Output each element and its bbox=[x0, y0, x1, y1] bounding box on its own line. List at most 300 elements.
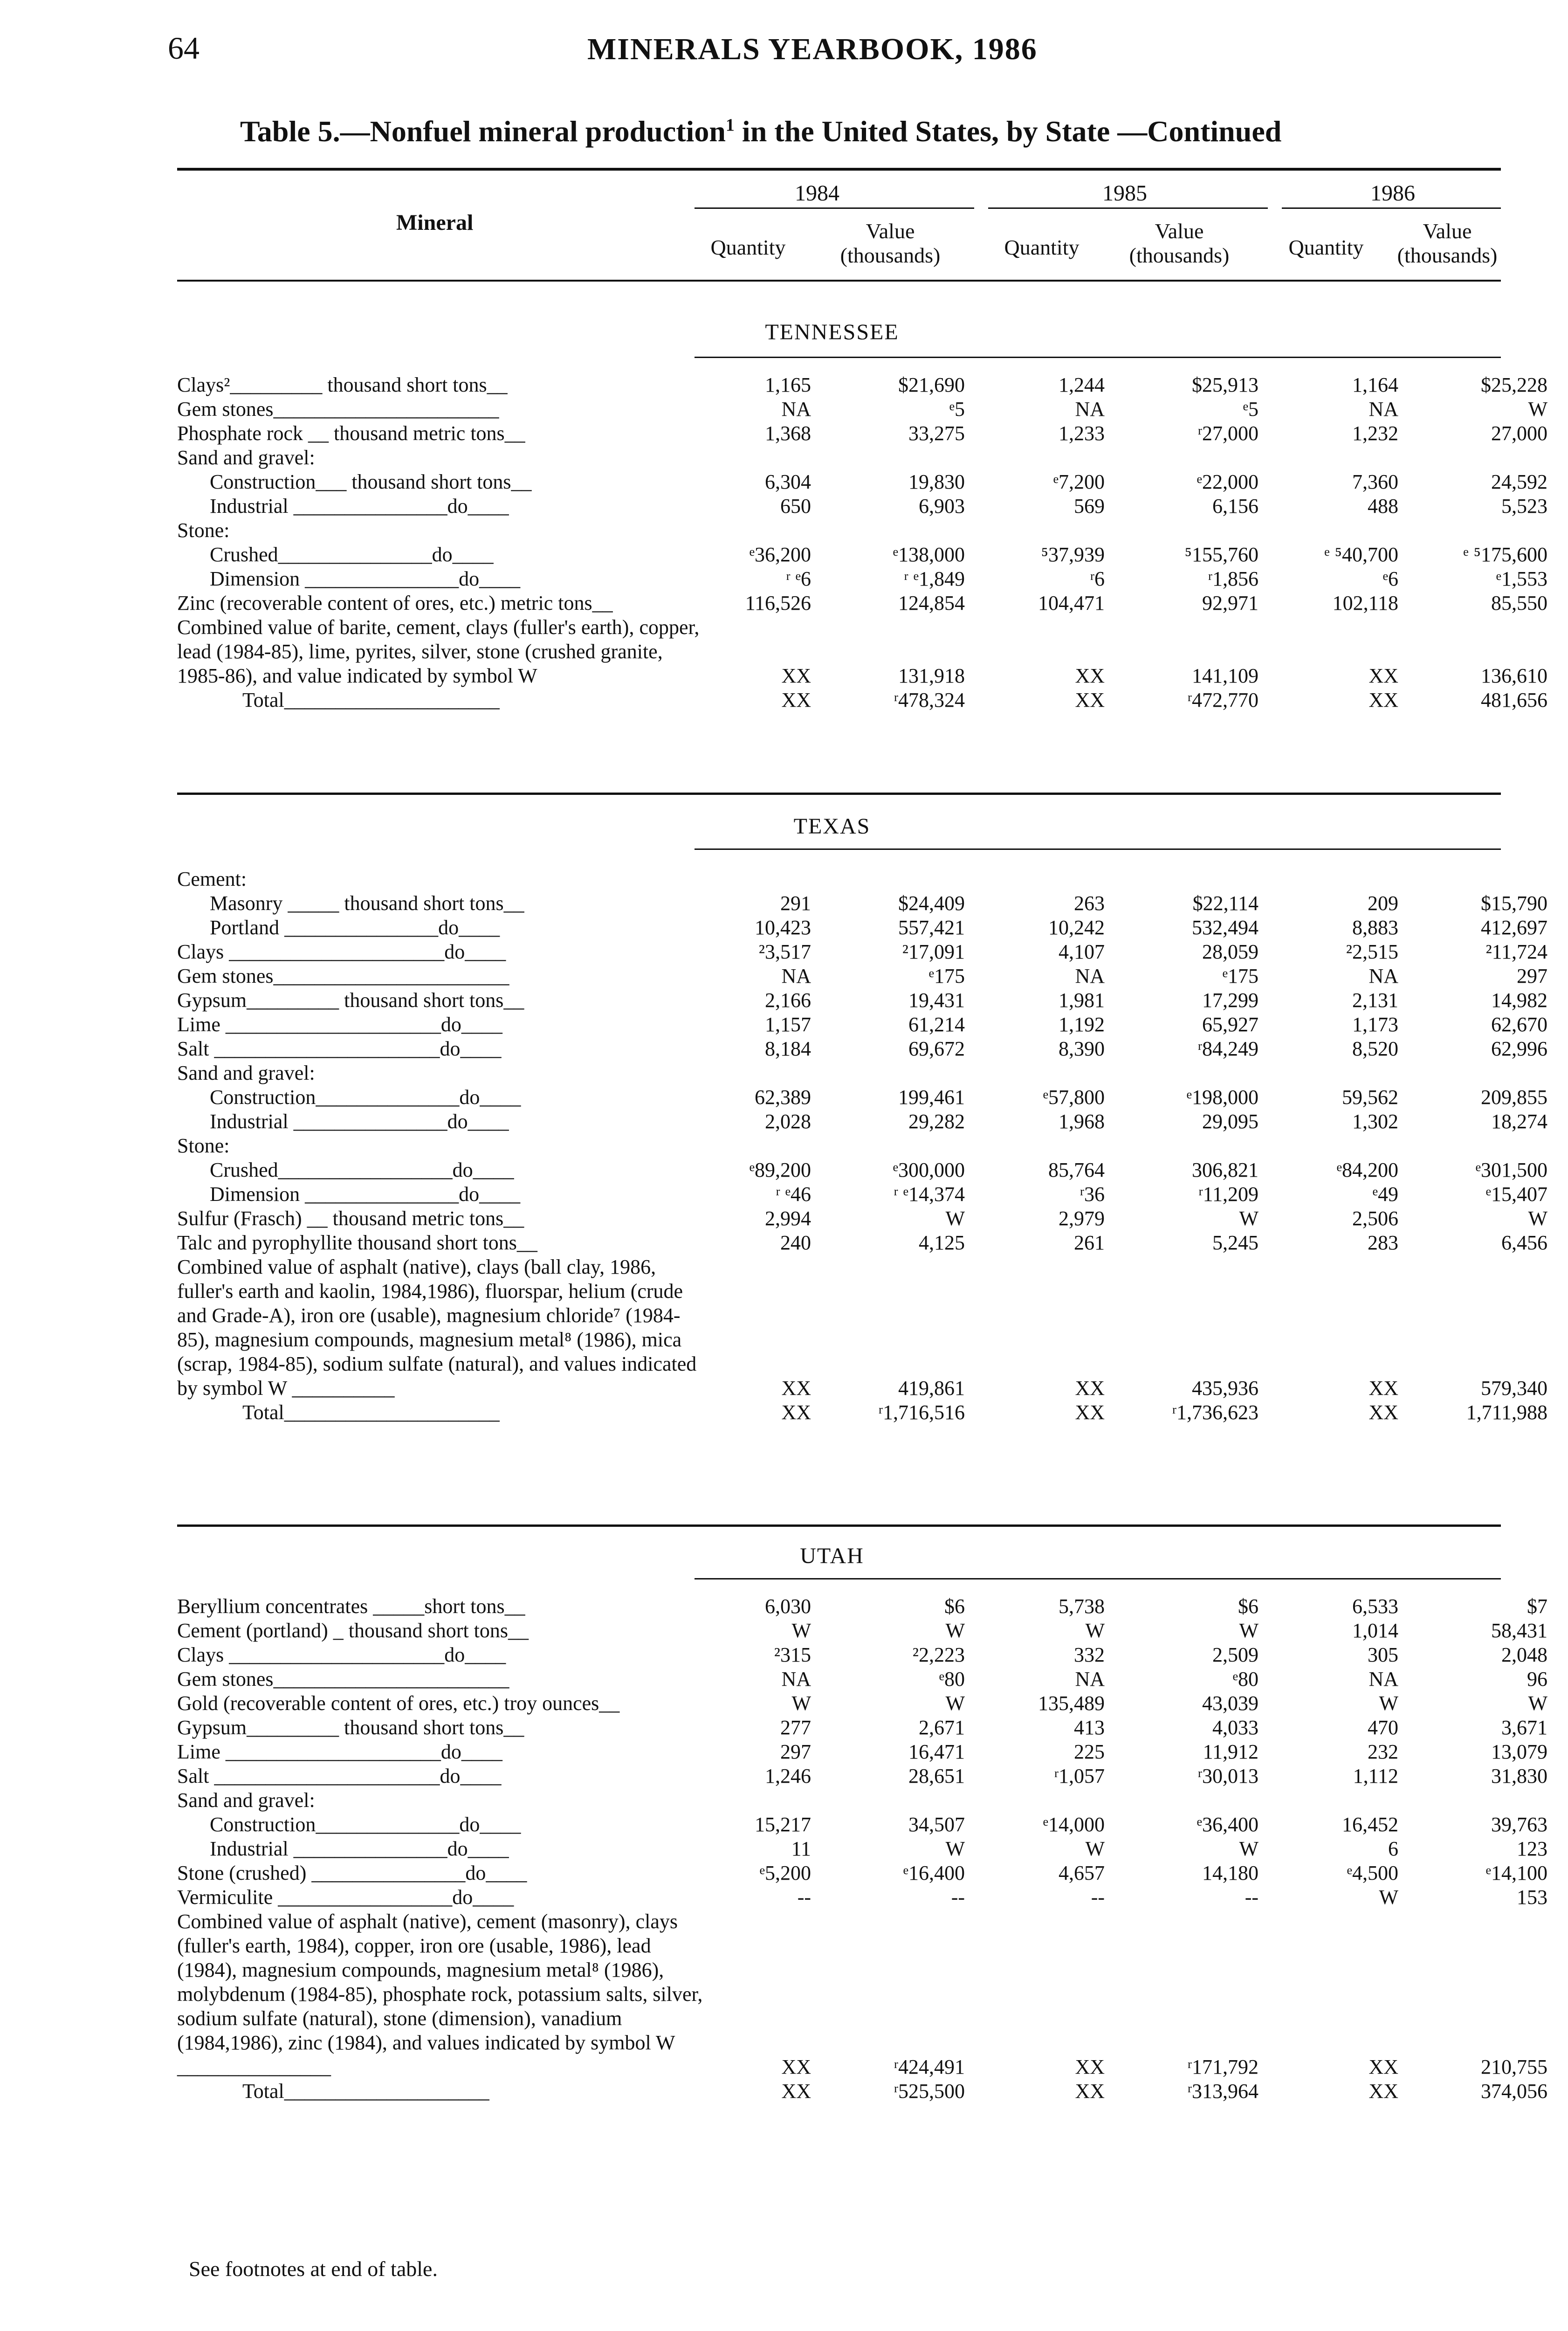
table-row bbox=[177, 591, 1547, 615]
year-1986-header: 1986 bbox=[1370, 181, 1415, 206]
utah-table bbox=[177, 1594, 1547, 2103]
value-cell: ᵉ22,000 bbox=[1197, 470, 1259, 493]
table-row bbox=[177, 397, 1547, 421]
value-cell: ʳ171,792 bbox=[1187, 2055, 1259, 2078]
mineral-label: Combined value of asphalt (native), clays (ball clay, 1986, fuller's earth and kaolin, 1984,1986), fluorspar, helium (crude and Grade-A), iron ore (usable), magnesium chloride⁷ (1984-85), magnesium compounds, magnesium metal⁸ (1986), mica (scrap, 1984-85), sodium sulfate (natural), and values indicated by symbol W __________ bbox=[177, 1255, 697, 1400]
value-cell: 123 bbox=[1517, 1837, 1547, 1860]
value-1985-header: Value (thousands) bbox=[1129, 219, 1230, 267]
quantity-cell: XX bbox=[1369, 1401, 1398, 1424]
table-row bbox=[177, 615, 1547, 688]
value-cell: 29,095 bbox=[1202, 1110, 1259, 1133]
value-cell: 435,936 bbox=[1192, 1377, 1259, 1400]
quantity-cell: 1,232 bbox=[1352, 422, 1398, 445]
mineral-label: Talc and pyrophyllite thousand short tons__ bbox=[177, 1231, 537, 1254]
quantity-cell: XX bbox=[1075, 2055, 1105, 2078]
value-cell: 18,274 bbox=[1491, 1110, 1547, 1133]
header-bottom-rule bbox=[177, 280, 1501, 282]
quantity-cell: ʳ ᵉ46 bbox=[776, 1183, 811, 1206]
quantity-cell bbox=[1259, 1061, 1398, 1085]
quantity-cell: 6,304 bbox=[765, 470, 811, 493]
quantity-cell: ²3,517 bbox=[758, 940, 811, 963]
value-cell: ᵉ36,400 bbox=[1197, 1813, 1259, 1836]
value-cell: W bbox=[1239, 1619, 1259, 1642]
footnote: See footnotes at end of table. bbox=[189, 2257, 438, 2281]
table-row bbox=[177, 916, 1547, 940]
total-row bbox=[177, 688, 1547, 712]
value-cell: ²2,223 bbox=[912, 1643, 965, 1666]
quantity-cell: XX bbox=[1369, 1377, 1398, 1400]
mineral-label: Lime _____________________do____ bbox=[177, 1013, 502, 1036]
value-cell: 297 bbox=[1517, 965, 1547, 987]
value-cell: 34,507 bbox=[908, 1813, 965, 1836]
value-cell: 4,033 bbox=[1212, 1716, 1259, 1739]
quantity-cell: XX bbox=[1369, 689, 1398, 711]
value-cell: 28,059 bbox=[1202, 940, 1259, 963]
value-cell: 306,821 bbox=[1192, 1159, 1259, 1181]
section-divider-utah bbox=[177, 1524, 1501, 1527]
mineral-label: Crushed_______________do____ bbox=[210, 543, 494, 566]
quantity-cell: 261 bbox=[1074, 1231, 1105, 1254]
table-row bbox=[177, 1910, 1547, 2079]
value-cell: ʳ424,491 bbox=[894, 2055, 965, 2078]
value-cell bbox=[1398, 518, 1547, 543]
value-cell: ᵉ16,400 bbox=[903, 1862, 965, 1884]
section-rule-tennessee bbox=[695, 357, 1501, 358]
value-cell: W bbox=[945, 1692, 965, 1715]
quantity-cell: 305 bbox=[1368, 1643, 1398, 1666]
mineral-label: Cement (portland) _ thousand short tons__ bbox=[177, 1619, 529, 1642]
value-cell bbox=[1105, 518, 1259, 543]
mineral-label: Construction______________do____ bbox=[210, 1813, 521, 1836]
quantity-cell: 1,173 bbox=[1352, 1013, 1398, 1036]
value-cell: 33,275 bbox=[908, 422, 965, 445]
year-1985-rule bbox=[988, 207, 1268, 209]
mineral-label: Gem stones_______________________ bbox=[177, 1668, 509, 1690]
quantity-cell: NA bbox=[781, 965, 811, 987]
table-row bbox=[177, 1231, 1547, 1255]
table-row bbox=[177, 940, 1547, 964]
quantity-cell bbox=[704, 1134, 811, 1158]
value-cell: 11,912 bbox=[1203, 1740, 1259, 1763]
quantity-cell bbox=[965, 1134, 1105, 1158]
mineral-label: Stone (crushed) _______________do____ bbox=[177, 1862, 527, 1884]
quantity-cell: XX bbox=[781, 689, 811, 711]
value-cell: 6,156 bbox=[1212, 495, 1259, 517]
value-cell: ʳ84,249 bbox=[1197, 1037, 1259, 1060]
value-cell bbox=[811, 446, 965, 470]
table-row bbox=[177, 1037, 1547, 1061]
quantity-cell bbox=[704, 446, 811, 470]
quantity-cell: ᵉ49 bbox=[1372, 1183, 1398, 1206]
quantity-cell: 1,244 bbox=[1059, 373, 1105, 396]
quantity-cell bbox=[965, 1061, 1105, 1085]
mineral-label: Masonry _____ thousand short tons__ bbox=[210, 892, 524, 915]
quantity-cell: XX bbox=[1075, 1377, 1105, 1400]
mineral-label: Sulfur (Frasch) __ thousand metric tons__ bbox=[177, 1207, 524, 1230]
value-cell: 58,431 bbox=[1491, 1619, 1547, 1642]
value-cell: ᵉ300,000 bbox=[893, 1159, 965, 1181]
mineral-label: Gypsum_________ thousand short tons__ bbox=[177, 1716, 524, 1739]
quantity-cell: 1,112 bbox=[1353, 1765, 1398, 1787]
section-divider-texas bbox=[177, 793, 1501, 795]
value-cell: 1,711,988 bbox=[1466, 1401, 1547, 1424]
quantity-cell: 135,489 bbox=[1038, 1692, 1105, 1715]
quantity-cell: ʳ6 bbox=[1090, 567, 1105, 590]
value-cell: ʳ27,000 bbox=[1197, 422, 1259, 445]
value-cell: 14,982 bbox=[1491, 989, 1547, 1012]
mineral-label: Dimension _______________do____ bbox=[210, 1183, 521, 1206]
value-cell bbox=[811, 518, 965, 543]
mineral-label: Gem stones______________________ bbox=[177, 398, 499, 421]
quantity-cell bbox=[1259, 867, 1398, 891]
quantity-cell: XX bbox=[1369, 2055, 1398, 2078]
table-row bbox=[177, 1885, 1547, 1910]
mineral-label: Gypsum_________ thousand short tons__ bbox=[177, 989, 524, 1012]
mineral-label: Cement: bbox=[177, 868, 247, 890]
quantity-cell: 4,107 bbox=[1059, 940, 1105, 963]
value-cell: ʳ ᵉ1,849 bbox=[904, 567, 965, 590]
mineral-label: Industrial _______________do____ bbox=[210, 1110, 509, 1133]
quantity-cell: XX bbox=[1075, 664, 1105, 687]
quantity-cell: XX bbox=[781, 2080, 811, 2103]
quantity-cell: 1,192 bbox=[1059, 1013, 1105, 1036]
table-row bbox=[177, 1594, 1547, 1619]
page-number: 64 bbox=[168, 30, 199, 66]
section-title-tennessee: TENNESSEE bbox=[765, 320, 899, 345]
quantity-cell: 488 bbox=[1368, 495, 1398, 517]
mineral-label: Clays _____________________do____ bbox=[177, 1643, 506, 1666]
quantity-1984-header: Quantity bbox=[710, 235, 786, 259]
section-rule-utah bbox=[695, 1578, 1501, 1579]
table-row bbox=[177, 567, 1547, 591]
quantity-cell: 2,994 bbox=[765, 1207, 811, 1230]
value-cell: 19,830 bbox=[908, 470, 965, 493]
quantity-cell: XX bbox=[781, 1401, 811, 1424]
value-cell: ʳ313,964 bbox=[1187, 2080, 1259, 2103]
quantity-cell: 104,471 bbox=[1038, 592, 1105, 614]
quantity-cell: ᵉ7,200 bbox=[1053, 470, 1105, 493]
value-cell: ²17,091 bbox=[902, 940, 965, 963]
quantity-cell: ⁵37,939 bbox=[1041, 543, 1105, 566]
value-1984-header: Value (thousands) bbox=[840, 219, 941, 267]
quantity-cell: 16,452 bbox=[1342, 1813, 1398, 1836]
quantity-cell bbox=[965, 446, 1105, 470]
value-cell bbox=[1105, 867, 1259, 891]
column-header bbox=[177, 175, 1501, 282]
quantity-cell: 1,368 bbox=[765, 422, 811, 445]
quantity-cell: 2,166 bbox=[765, 989, 811, 1012]
quantity-cell bbox=[704, 867, 811, 891]
value-1986-header: Value (thousands) bbox=[1397, 219, 1498, 267]
value-cell: ²11,724 bbox=[1485, 940, 1547, 963]
table-row bbox=[177, 1764, 1547, 1788]
value-cell bbox=[1398, 1788, 1547, 1813]
quantity-cell: 569 bbox=[1074, 495, 1105, 517]
value-cell: 19,431 bbox=[908, 989, 965, 1012]
quantity-cell: 85,764 bbox=[1048, 1159, 1105, 1181]
value-cell: ᵉ80 bbox=[1232, 1668, 1259, 1690]
table-row bbox=[177, 518, 1547, 543]
quantity-cell: -- bbox=[797, 1886, 811, 1909]
quantity-cell: NA bbox=[1369, 398, 1398, 421]
value-cell: $6 bbox=[1238, 1595, 1259, 1618]
quantity-cell: 8,390 bbox=[1059, 1037, 1105, 1060]
quantity-cell bbox=[704, 1788, 811, 1813]
quantity-cell: 650 bbox=[780, 495, 811, 517]
quantity-cell: ᵉ ⁵40,700 bbox=[1324, 543, 1398, 566]
value-cell: ᵉ5 bbox=[949, 398, 965, 421]
quantity-cell: 1,968 bbox=[1059, 1110, 1105, 1133]
value-cell bbox=[1105, 1061, 1259, 1085]
value-cell: 124,854 bbox=[898, 592, 965, 614]
table-row bbox=[177, 1643, 1547, 1667]
value-cell: $15,790 bbox=[1481, 892, 1547, 915]
quantity-cell: NA bbox=[1369, 1668, 1398, 1690]
value-cell: ⁵155,760 bbox=[1184, 543, 1259, 566]
quantity-cell: W bbox=[1085, 1837, 1105, 1860]
value-cell: 96 bbox=[1527, 1668, 1547, 1690]
value-cell: 412,697 bbox=[1481, 916, 1547, 939]
table-row bbox=[177, 1061, 1547, 1085]
table-row bbox=[177, 1085, 1547, 1110]
table-row bbox=[177, 421, 1547, 446]
value-cell: 2,509 bbox=[1212, 1643, 1259, 1666]
quantity-cell: ᵉ14,000 bbox=[1043, 1813, 1105, 1836]
quantity-cell: 240 bbox=[780, 1231, 811, 1254]
quantity-cell: 291 bbox=[780, 892, 811, 915]
quantity-cell bbox=[704, 518, 811, 543]
value-cell: 3,671 bbox=[1501, 1716, 1547, 1739]
value-cell: W bbox=[945, 1837, 965, 1860]
year-1984-rule bbox=[695, 207, 974, 209]
value-cell: W bbox=[1528, 398, 1547, 421]
quantity-cell: NA bbox=[781, 398, 811, 421]
quantity-cell: 10,242 bbox=[1048, 916, 1105, 939]
value-cell: ᵉ15,407 bbox=[1485, 1183, 1547, 1206]
quantity-cell: 116,526 bbox=[745, 592, 811, 614]
quantity-cell bbox=[1259, 1134, 1398, 1158]
value-cell: ᵉ14,100 bbox=[1485, 1862, 1547, 1884]
value-cell: ᵉ138,000 bbox=[893, 543, 965, 566]
year-1986-rule bbox=[1282, 207, 1501, 209]
mineral-label: Lime _____________________do____ bbox=[177, 1740, 502, 1763]
value-cell: 2,048 bbox=[1501, 1643, 1547, 1666]
table-row bbox=[177, 891, 1547, 916]
table-row bbox=[177, 1716, 1547, 1740]
mineral-label: Sand and gravel: bbox=[177, 446, 315, 469]
quantity-cell: XX bbox=[781, 2055, 811, 2078]
value-cell bbox=[1105, 446, 1259, 470]
value-cell bbox=[811, 1788, 965, 1813]
value-cell: 16,471 bbox=[908, 1740, 965, 1763]
table-row bbox=[177, 1667, 1547, 1691]
quantity-cell: ᵉ36,200 bbox=[749, 543, 811, 566]
table-row bbox=[177, 988, 1547, 1013]
mineral-label: Crushed_________________do____ bbox=[210, 1159, 514, 1181]
quantity-cell: -- bbox=[1091, 1886, 1105, 1909]
value-cell: 4,125 bbox=[919, 1231, 965, 1254]
table-row bbox=[177, 1158, 1547, 1182]
quantity-cell: 2,028 bbox=[765, 1110, 811, 1133]
quantity-cell: 277 bbox=[780, 1716, 811, 1739]
quantity-cell: 11 bbox=[791, 1837, 811, 1860]
value-cell: 6,456 bbox=[1501, 1231, 1547, 1254]
value-cell: ʳ478,324 bbox=[894, 689, 965, 711]
table-row bbox=[177, 1134, 1547, 1158]
value-cell: 62,670 bbox=[1491, 1013, 1547, 1036]
value-cell: $6 bbox=[944, 1595, 965, 1618]
table-row bbox=[177, 1013, 1547, 1037]
quantity-cell: W bbox=[791, 1619, 811, 1642]
quantity-1986-header: Quantity bbox=[1288, 235, 1364, 259]
value-cell: 210,755 bbox=[1481, 2055, 1547, 2078]
table-row bbox=[177, 1861, 1547, 1885]
mineral-label: Gold (recoverable content of ores, etc.) troy ounces__ bbox=[177, 1692, 620, 1715]
quantity-cell: XX bbox=[1075, 2080, 1105, 2103]
value-cell: 92,971 bbox=[1202, 592, 1259, 614]
value-cell: ᵉ5 bbox=[1243, 398, 1259, 421]
quantity-cell: ᵉ5,200 bbox=[759, 1862, 811, 1884]
value-cell: ʳ1,736,623 bbox=[1172, 1401, 1259, 1424]
value-cell: ʳ1,856 bbox=[1208, 567, 1259, 590]
quantity-cell: 6,030 bbox=[765, 1595, 811, 1618]
value-cell: W bbox=[945, 1207, 965, 1230]
mineral-header: Mineral bbox=[396, 210, 474, 235]
value-cell: ᵉ175 bbox=[1222, 965, 1259, 987]
quantity-cell: XX bbox=[1075, 1401, 1105, 1424]
mineral-label: Industrial _______________do____ bbox=[210, 1837, 509, 1860]
value-cell: ʳ30,013 bbox=[1197, 1765, 1259, 1787]
quantity-cell: ᵉ6 bbox=[1382, 567, 1398, 590]
value-cell bbox=[1105, 1788, 1259, 1813]
section-title-utah: UTAH bbox=[800, 1544, 864, 1568]
value-cell: $24,409 bbox=[898, 892, 965, 915]
mineral-label: Total_____________________ bbox=[242, 1401, 500, 1424]
table-row bbox=[177, 470, 1547, 494]
quantity-cell: NA bbox=[1075, 965, 1105, 987]
value-cell: 17,299 bbox=[1202, 989, 1259, 1012]
table-row bbox=[177, 1255, 1547, 1400]
year-1984-header: 1984 bbox=[795, 181, 839, 206]
value-cell: 62,996 bbox=[1491, 1037, 1547, 1060]
value-cell bbox=[811, 867, 965, 891]
table-row bbox=[177, 373, 1547, 397]
quantity-cell bbox=[965, 518, 1105, 543]
value-cell bbox=[1398, 1061, 1547, 1085]
quantity-cell: 297 bbox=[780, 1740, 811, 1763]
quantity-cell: 6 bbox=[1388, 1837, 1398, 1860]
table-row bbox=[177, 1182, 1547, 1207]
quantity-cell: 2,131 bbox=[1352, 989, 1398, 1012]
mineral-label: Stone: bbox=[177, 1134, 230, 1157]
quantity-cell: NA bbox=[1075, 398, 1105, 421]
value-cell: 27,000 bbox=[1491, 422, 1547, 445]
value-cell: 39,763 bbox=[1491, 1813, 1547, 1836]
quantity-cell: ᵉ57,800 bbox=[1043, 1086, 1105, 1109]
mineral-label: Clays _____________________do____ bbox=[177, 940, 506, 963]
book-title: MINERALS YEARBOOK, 1986 bbox=[587, 32, 1038, 66]
section-rule-texas bbox=[695, 848, 1501, 850]
mineral-label: Total_____________________ bbox=[242, 689, 500, 711]
quantity-cell: XX bbox=[781, 664, 811, 687]
quantity-cell: 5,738 bbox=[1059, 1595, 1105, 1618]
top-rule bbox=[177, 168, 1501, 171]
value-cell bbox=[1398, 867, 1547, 891]
value-cell: W bbox=[1239, 1837, 1259, 1860]
quantity-cell: W bbox=[1085, 1619, 1105, 1642]
value-cell: ᵉ80 bbox=[939, 1668, 965, 1690]
table-row bbox=[177, 543, 1547, 567]
value-cell: $22,114 bbox=[1192, 892, 1259, 915]
quantity-cell: W bbox=[1379, 1692, 1398, 1715]
mineral-label: Salt ______________________do____ bbox=[177, 1765, 502, 1787]
quantity-cell: XX bbox=[1075, 689, 1105, 711]
value-cell: 419,861 bbox=[898, 1377, 965, 1400]
quantity-cell: ²315 bbox=[774, 1643, 811, 1666]
mineral-label: Industrial _______________do____ bbox=[210, 495, 509, 517]
value-cell bbox=[1105, 1134, 1259, 1158]
quantity-cell: 8,520 bbox=[1352, 1037, 1398, 1060]
value-cell bbox=[811, 1061, 965, 1085]
quantity-cell: 2,506 bbox=[1352, 1207, 1398, 1230]
value-cell: 14,180 bbox=[1202, 1862, 1259, 1884]
table-row bbox=[177, 1110, 1547, 1134]
mineral-label: Beryllium concentrates _____short tons__ bbox=[177, 1595, 525, 1618]
quantity-cell: NA bbox=[781, 1668, 811, 1690]
table-row bbox=[177, 1619, 1547, 1643]
quantity-cell: ʳ36 bbox=[1080, 1183, 1105, 1206]
mineral-label: Combined value of asphalt (native), cement (masonry), clays (fuller's earth, 1984), copper, iron ore (usable, 1986), lead (1984), magnesium compounds, magnesium metal⁸ (1986), molybdenum (1984-85), phosphate rock, potassium salts, silver, sodium sulfate (natural), stone (dimension), vanadium (1984,1986), zinc (1984), and values indicated by symbol W _______________ bbox=[177, 1910, 703, 2078]
quantity-cell: 232 bbox=[1368, 1740, 1398, 1763]
quantity-cell: NA bbox=[1369, 965, 1398, 987]
table-row bbox=[177, 1837, 1547, 1861]
value-cell: W bbox=[945, 1619, 965, 1642]
year-1985-header: 1985 bbox=[1102, 181, 1147, 206]
quantity-cell bbox=[1259, 446, 1398, 470]
quantity-cell: 209 bbox=[1368, 892, 1398, 915]
mineral-label: Zinc (recoverable content of ores, etc.) metric tons__ bbox=[177, 592, 613, 614]
table-row bbox=[177, 446, 1547, 470]
section-title-texas: TEXAS bbox=[793, 814, 871, 839]
quantity-cell bbox=[1259, 518, 1398, 543]
value-cell: 209,855 bbox=[1481, 1086, 1547, 1109]
quantity-cell: 1,233 bbox=[1059, 422, 1105, 445]
value-cell: 29,282 bbox=[908, 1110, 965, 1133]
value-cell: ᵉ198,000 bbox=[1186, 1086, 1259, 1109]
value-cell: 24,592 bbox=[1491, 470, 1547, 493]
texas-table bbox=[177, 867, 1547, 1425]
quantity-cell: 1,302 bbox=[1352, 1110, 1398, 1133]
quantity-cell: 1,246 bbox=[765, 1765, 811, 1787]
value-cell: 31,830 bbox=[1491, 1765, 1547, 1787]
quantity-cell: 1,164 bbox=[1352, 373, 1398, 396]
value-cell: $25,913 bbox=[1192, 373, 1259, 396]
value-cell bbox=[811, 1134, 965, 1158]
mineral-label: Stone: bbox=[177, 519, 230, 542]
quantity-cell bbox=[965, 867, 1105, 891]
value-cell: ʳ472,770 bbox=[1187, 689, 1259, 711]
value-cell: 6,903 bbox=[919, 495, 965, 517]
quantity-cell: 1,014 bbox=[1352, 1619, 1398, 1642]
value-cell: -- bbox=[1245, 1886, 1259, 1909]
quantity-cell: W bbox=[1379, 1886, 1398, 1909]
value-cell: ʳ525,500 bbox=[894, 2080, 965, 2103]
quantity-cell: ²2,515 bbox=[1346, 940, 1398, 963]
quantity-cell: ʳ1,057 bbox=[1054, 1765, 1105, 1787]
value-cell: 481,656 bbox=[1481, 689, 1547, 711]
quantity-cell: 1,981 bbox=[1059, 989, 1105, 1012]
quantity-cell: 225 bbox=[1074, 1740, 1105, 1763]
